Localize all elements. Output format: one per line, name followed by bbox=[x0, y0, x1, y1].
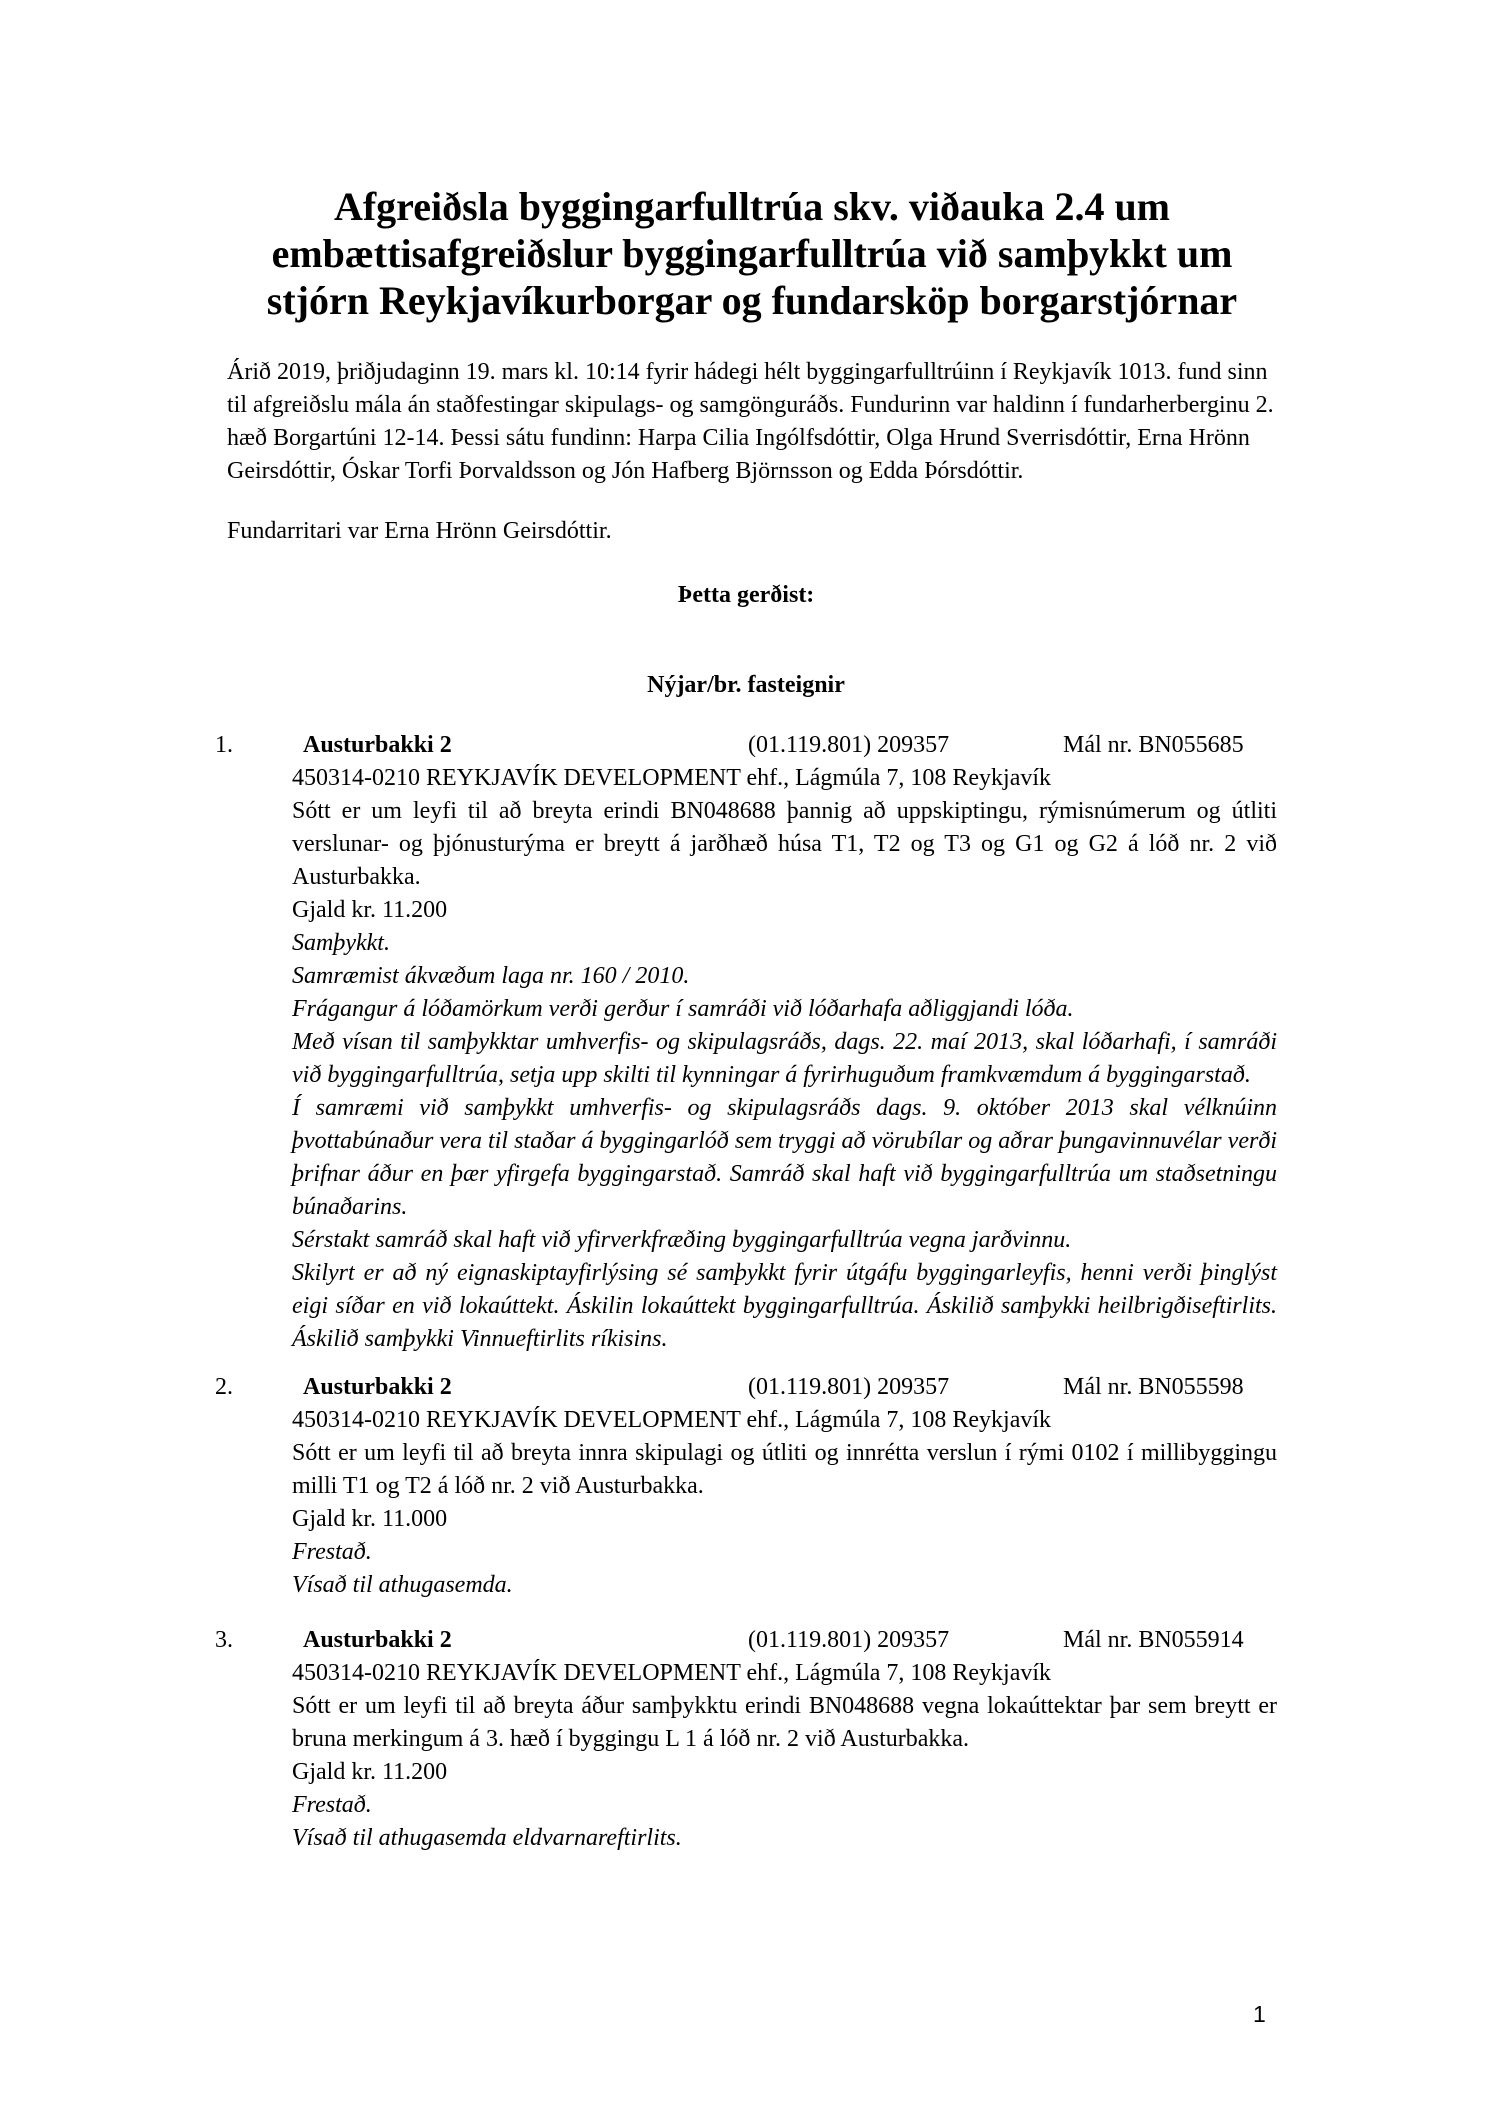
agenda-item-header bbox=[215, 1371, 1277, 1404]
item-owner: 450314-0210 REYKJAVÍK DEVELOPMENT ehf., Lágmúla 7, 108 Reykjavík bbox=[292, 765, 1052, 791]
section-heading: Þetta gerðist: bbox=[677, 582, 815, 608]
document-title-line-2: embættisafgreiðslur byggingarfulltrúa við samþykkt um bbox=[271, 231, 1233, 276]
item-decision: Samþykkt. bbox=[292, 930, 390, 956]
item-decision: Frestað. bbox=[292, 1539, 372, 1565]
document-title bbox=[215, 183, 1277, 324]
item-property-id: (01.119.801) 209357 bbox=[748, 732, 950, 758]
item-address: Austurbakki 2 bbox=[303, 1374, 452, 1400]
item-description: Sótt er um leyfi til að breyta innra skipulagi og útliti og innrétta verslun í rými 0102 í millibyggingu milli T1 og T2 á lóð nr. 2 við Austurbakka. bbox=[292, 1440, 1277, 1499]
item-case-number: Mál nr. BN055685 bbox=[1063, 732, 1244, 758]
item-case-number: Mál nr. BN055914 bbox=[1063, 1627, 1244, 1653]
item-decision: Vísað til athugasemda. bbox=[292, 1572, 513, 1598]
item-property-id: (01.119.801) 209357 bbox=[748, 1627, 950, 1653]
item-owner: 450314-0210 REYKJAVÍK DEVELOPMENT ehf., Lágmúla 7, 108 Reykjavík bbox=[292, 1660, 1052, 1686]
document-content bbox=[215, 0, 1277, 1855]
item-fee: Gjald kr. 11.200 bbox=[292, 1759, 448, 1785]
page-number: 1 bbox=[1253, 2001, 1266, 2027]
item-decision: Sérstakt samráð skal haft við yfirverkfræðing byggingarfulltrúa vegna jarðvinnu. bbox=[292, 1227, 1072, 1253]
item-property-id: (01.119.801) 209357 bbox=[748, 1374, 950, 1400]
item-fee: Gjald kr. 11.000 bbox=[292, 1506, 448, 1532]
item-number: 1. bbox=[215, 732, 233, 758]
agenda-item-2 bbox=[215, 1371, 1277, 1602]
document-title-line-3: stjórn Reykjavíkurborgar og fundarsköp borgarstjórnar bbox=[266, 278, 1238, 323]
item-number: 3. bbox=[215, 1627, 233, 1653]
item-decision: Frestað. bbox=[292, 1792, 372, 1818]
agenda-item-body bbox=[292, 1657, 1277, 1855]
intro-paragraph: Árið 2019, þriðjudaginn 19. mars kl. 10:14 fyrir hádegi hélt byggingarfulltrúinn í Reykjavík 1013. fund sinn til afgreiðslu mála án staðfestingar skipulags- og samgönguráðs. Fundurinn var haldinn í fundarherberginu 2. hæð Borgartúni 12-14. Þessi sátu fundinn: Harpa Cilia Ingólfsdóttir, Olga Hrund Sverrisdóttir, Erna Hrönn Geirsdóttir, Óskar Torfi Þorvaldsson og Jón Hafberg Björnsson og Edda Þórsdóttir. bbox=[227, 359, 1274, 484]
agenda-item-1 bbox=[215, 729, 1277, 1356]
item-decision: Í samræmi við samþykkt umhverfis- og skipulagsráðs dags. 9. október 2013 skal vélknúinn þvottabúnaður vera til staðar á byggingarlóð sem tryggi að vörubílar og aðrar þungavinnuvélar verði þrifnar áður en þær yfirgefa byggingarstað. Samráð skal haft við byggingarfulltrúa um staðsetningu búnaðarins. bbox=[292, 1095, 1277, 1220]
item-description: Sótt er um leyfi til að breyta erindi BN048688 þannig að uppskiptingu, rýmisnúmerum og útliti verslunar- og þjónusturýma er breytt á jarðhæð húsa T1, T2 og T3 og G1 og G2 á lóð nr. 2 við Austurbakka. bbox=[292, 798, 1277, 890]
item-decision: Með vísan til samþykktar umhverfis- og skipulagsráðs, dags. 22. maí 2013, skal lóðarhafi, í samráði við byggingarfulltrúa, setja upp skilti til kynningar á fyrirhuguðum framkvæmdum á byggingarstað. bbox=[292, 1029, 1277, 1088]
item-address: Austurbakki 2 bbox=[303, 732, 452, 758]
item-address: Austurbakki 2 bbox=[303, 1627, 452, 1653]
agenda-item-body bbox=[292, 1404, 1277, 1602]
agenda-item-body bbox=[292, 762, 1277, 1356]
agenda-item-header bbox=[215, 1624, 1277, 1657]
item-number: 2. bbox=[215, 1374, 233, 1400]
item-decision: Samræmist ákvæðum laga nr. 160 / 2010. bbox=[292, 963, 690, 989]
item-owner: 450314-0210 REYKJAVÍK DEVELOPMENT ehf., Lágmúla 7, 108 Reykjavík bbox=[292, 1407, 1052, 1433]
subsection-heading: Nýjar/br. fasteignir bbox=[647, 672, 845, 698]
item-decision: Skilyrt er að ný eignaskiptayfirlýsing sé samþykkt fyrir útgáfu byggingarleyfis, henni verði þinglýst eigi síðar en við lokaúttekt. Áskilin lokaúttekt byggingarfulltrúa. Áskilið samþykki heilbrigðiseftirlits. Áskilið samþykki Vinnueftirlits ríkisins. bbox=[292, 1260, 1277, 1352]
secretary-line: Fundarritari var Erna Hrönn Geirsdóttir. bbox=[227, 518, 612, 544]
agenda-item-header bbox=[215, 729, 1277, 762]
agenda-item-3 bbox=[215, 1624, 1277, 1855]
item-decision: Frágangur á lóðamörkum verði gerður í samráði við lóðarhafa aðliggjandi lóða. bbox=[292, 996, 1074, 1022]
document-title-line-1: Afgreiðsla byggingarfulltrúa skv. viðauka 2.4 um bbox=[333, 184, 1171, 229]
item-case-number: Mál nr. BN055598 bbox=[1063, 1374, 1244, 1400]
item-fee: Gjald kr. 11.200 bbox=[292, 897, 448, 923]
item-description: Sótt er um leyfi til að breyta áður samþykktu erindi BN048688 vegna lokaúttektar þar sem breytt er bruna merkingum á 3. hæð í byggingu L 1 á lóð nr. 2 við Austurbakka. bbox=[292, 1693, 1277, 1752]
item-decision: Vísað til athugasemda eldvarnareftirlits. bbox=[292, 1825, 682, 1851]
